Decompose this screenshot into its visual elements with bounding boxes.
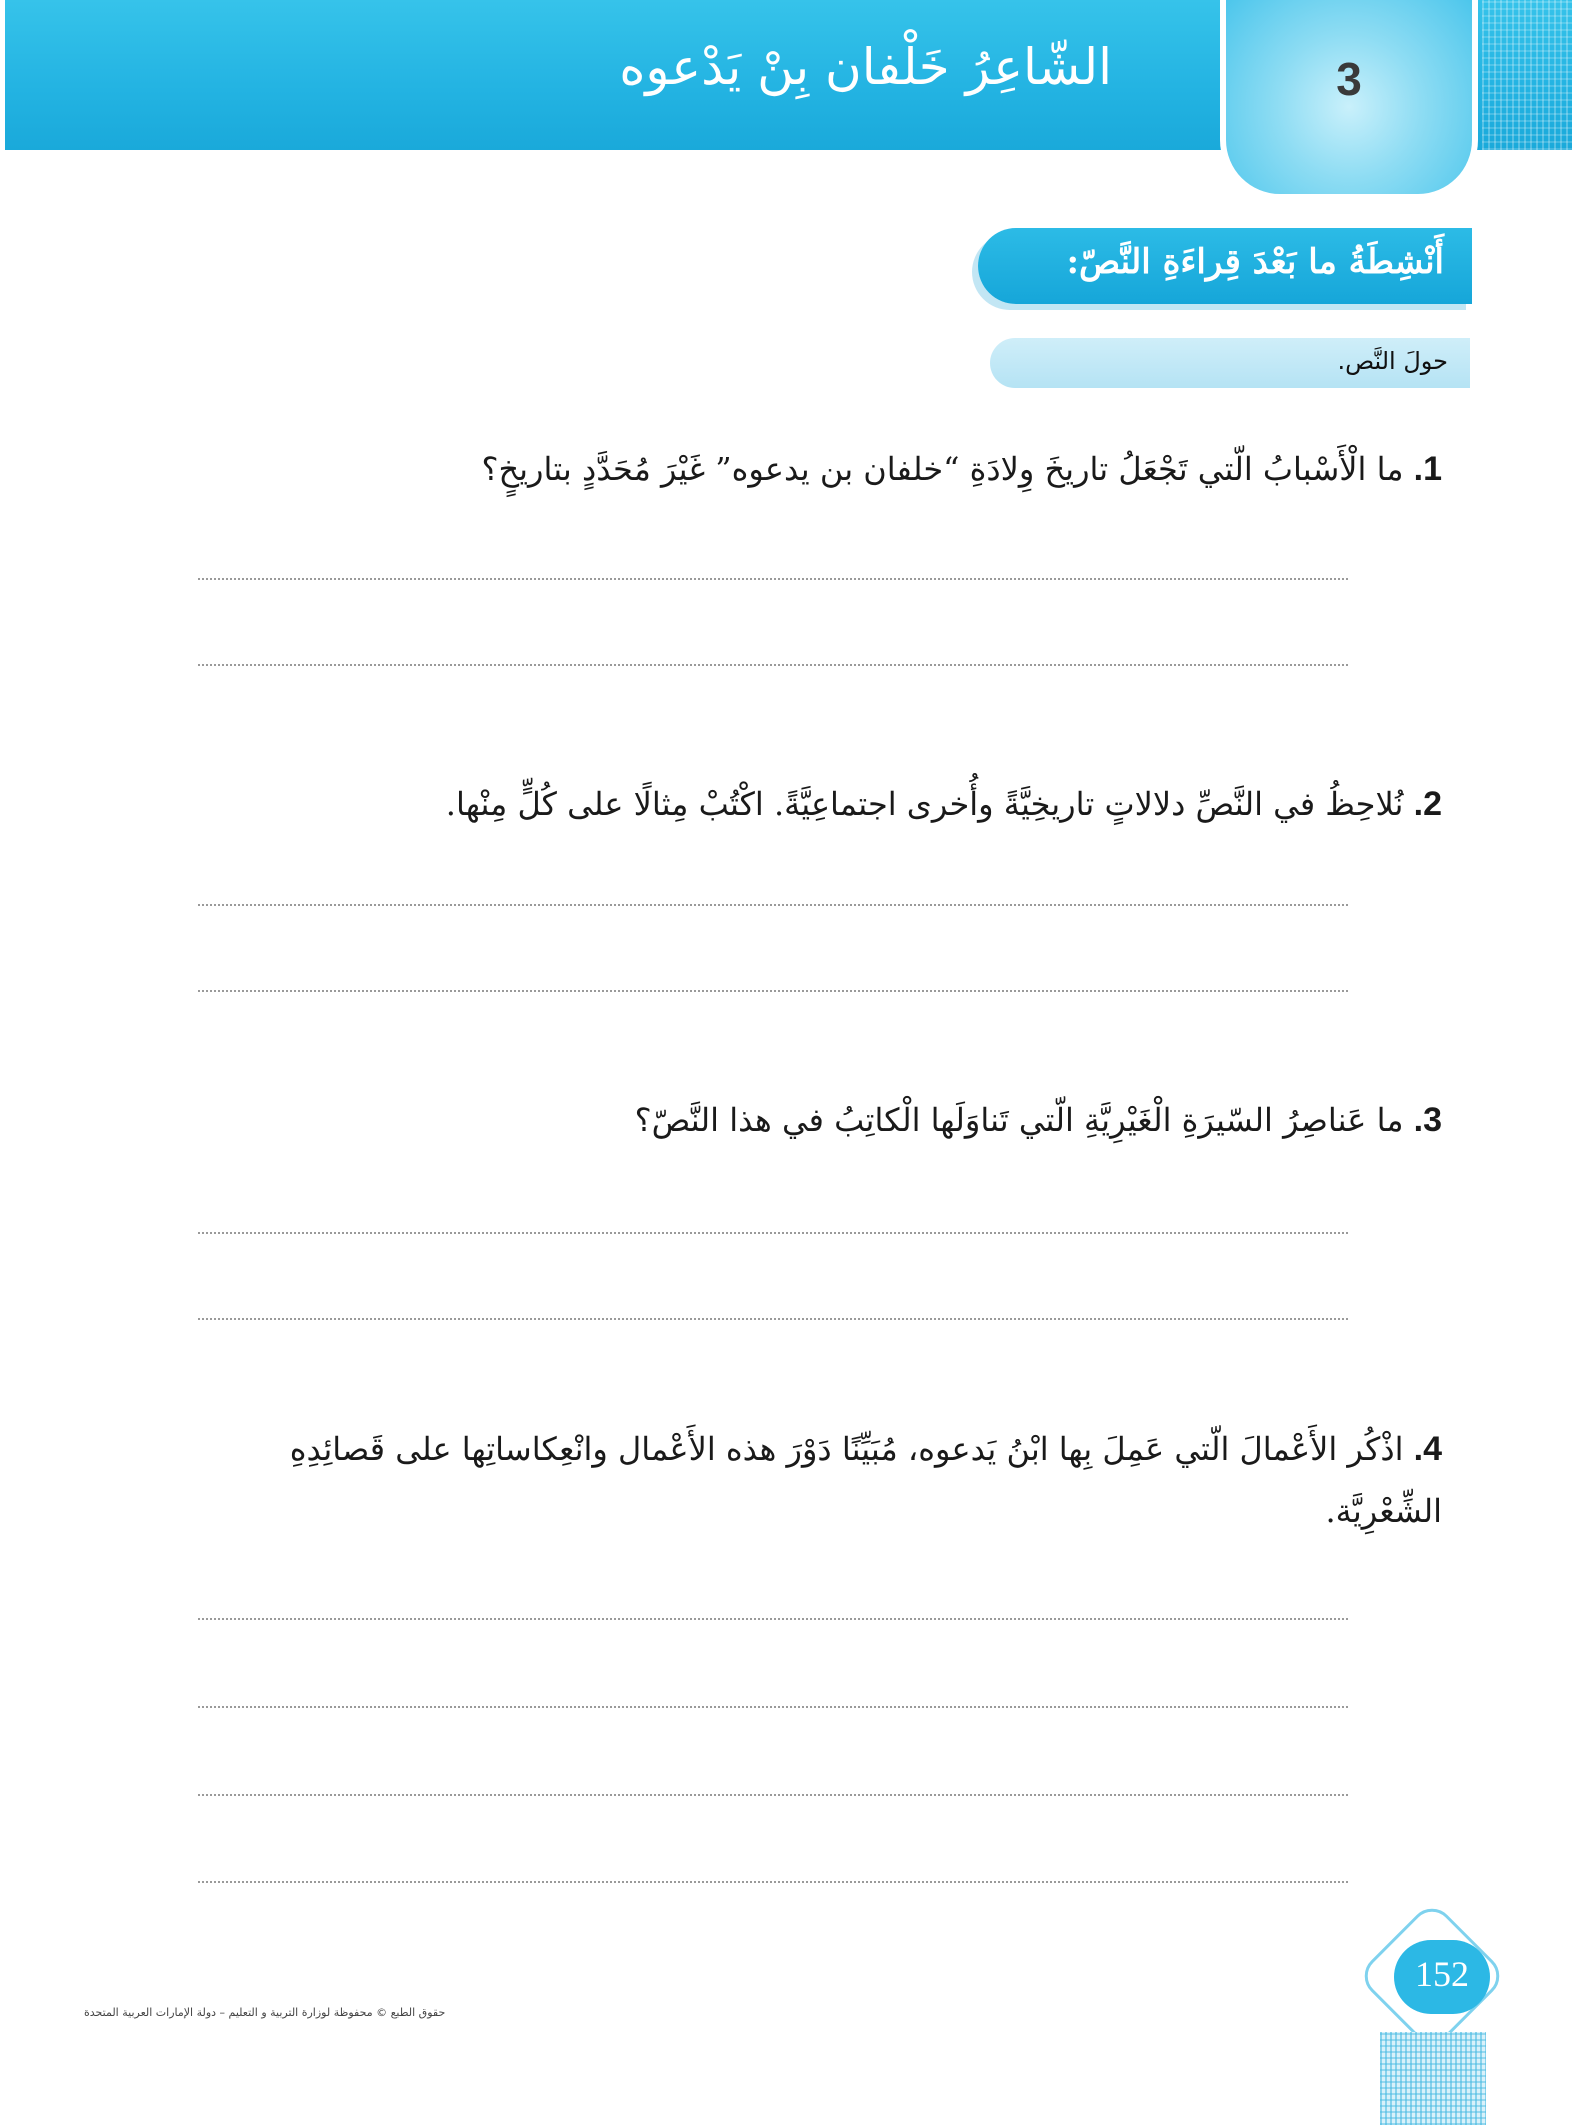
answer-line[interactable] [198, 904, 1348, 906]
answer-line[interactable] [198, 664, 1348, 666]
section-heading [978, 228, 1472, 304]
answer-line[interactable] [198, 1794, 1348, 1796]
question-text: اذْكُر الأَعْمالَ الّتي عَمِلَ بِها ابْنُ يَدعوه، مُبَيِّنًا دَوْرَ هذه الأَعْمال وانْعِكاساتِها على قَصائِدِهِ الشِّعْرِيَّة. [289, 1430, 1442, 1530]
question-number: 3. [1413, 1101, 1442, 1139]
header-decorative-pattern [1482, 0, 1572, 150]
subsection-title: حولَ النَّص. [1337, 347, 1448, 375]
answer-line[interactable] [198, 1318, 1348, 1320]
subsection-heading [990, 338, 1470, 388]
question-4 [232, 1418, 1442, 1542]
lesson-title: الشّاعِرُ خَلْفان بِنْ يَدْعوه [619, 38, 1112, 96]
answer-line[interactable] [198, 1618, 1348, 1620]
question-number: 4. [1413, 1430, 1442, 1468]
question-2 [232, 773, 1442, 835]
answer-line[interactable] [198, 1232, 1348, 1234]
answer-line[interactable] [198, 1881, 1348, 1883]
answer-line[interactable] [198, 578, 1348, 580]
question-text: نُلاحِظُ في النَّصِّ دلالاتٍ تاريخِيَّةً وأُخرى اجتماعِيَّةً. اكْتُبْ مِثالًا على كُلٍّ مِنْها. [445, 785, 1404, 823]
answer-line[interactable] [198, 1706, 1348, 1708]
chapter-number: 3 [1336, 53, 1362, 105]
footer-decorative-pattern [1380, 2032, 1486, 2125]
copyright-notice: حقوق الطبع © محفوظة لوزارة التربية و التعليم – دولة الإمارات العربية المتحدة [84, 2006, 446, 2019]
question-3 [232, 1089, 1442, 1151]
section-title: أَنْشِطَةُ ما بَعْدَ قِراءَةِ النَّصّ: [1066, 242, 1444, 282]
chapter-tab [1220, 0, 1478, 200]
question-1 [232, 438, 1442, 500]
question-text: ما الْأَسْبابُ الّتي تَجْعَلُ تاريخَ وِلادَةِ “خلفان بن يدعوه” غَيْرَ مُحَدَّدٍ بتاريخٍ؟ [481, 450, 1404, 488]
question-number: 1. [1413, 450, 1442, 488]
question-text: ما عَناصِرُ السّيرَةِ الْغَيْرِيَّةِ الّتي تَناوَلَها الْكاتِبُ في هذا النَّصّ؟ [634, 1101, 1404, 1139]
page-number: 152 [1415, 1954, 1469, 1994]
question-number: 2. [1413, 785, 1442, 823]
answer-line[interactable] [198, 990, 1348, 992]
